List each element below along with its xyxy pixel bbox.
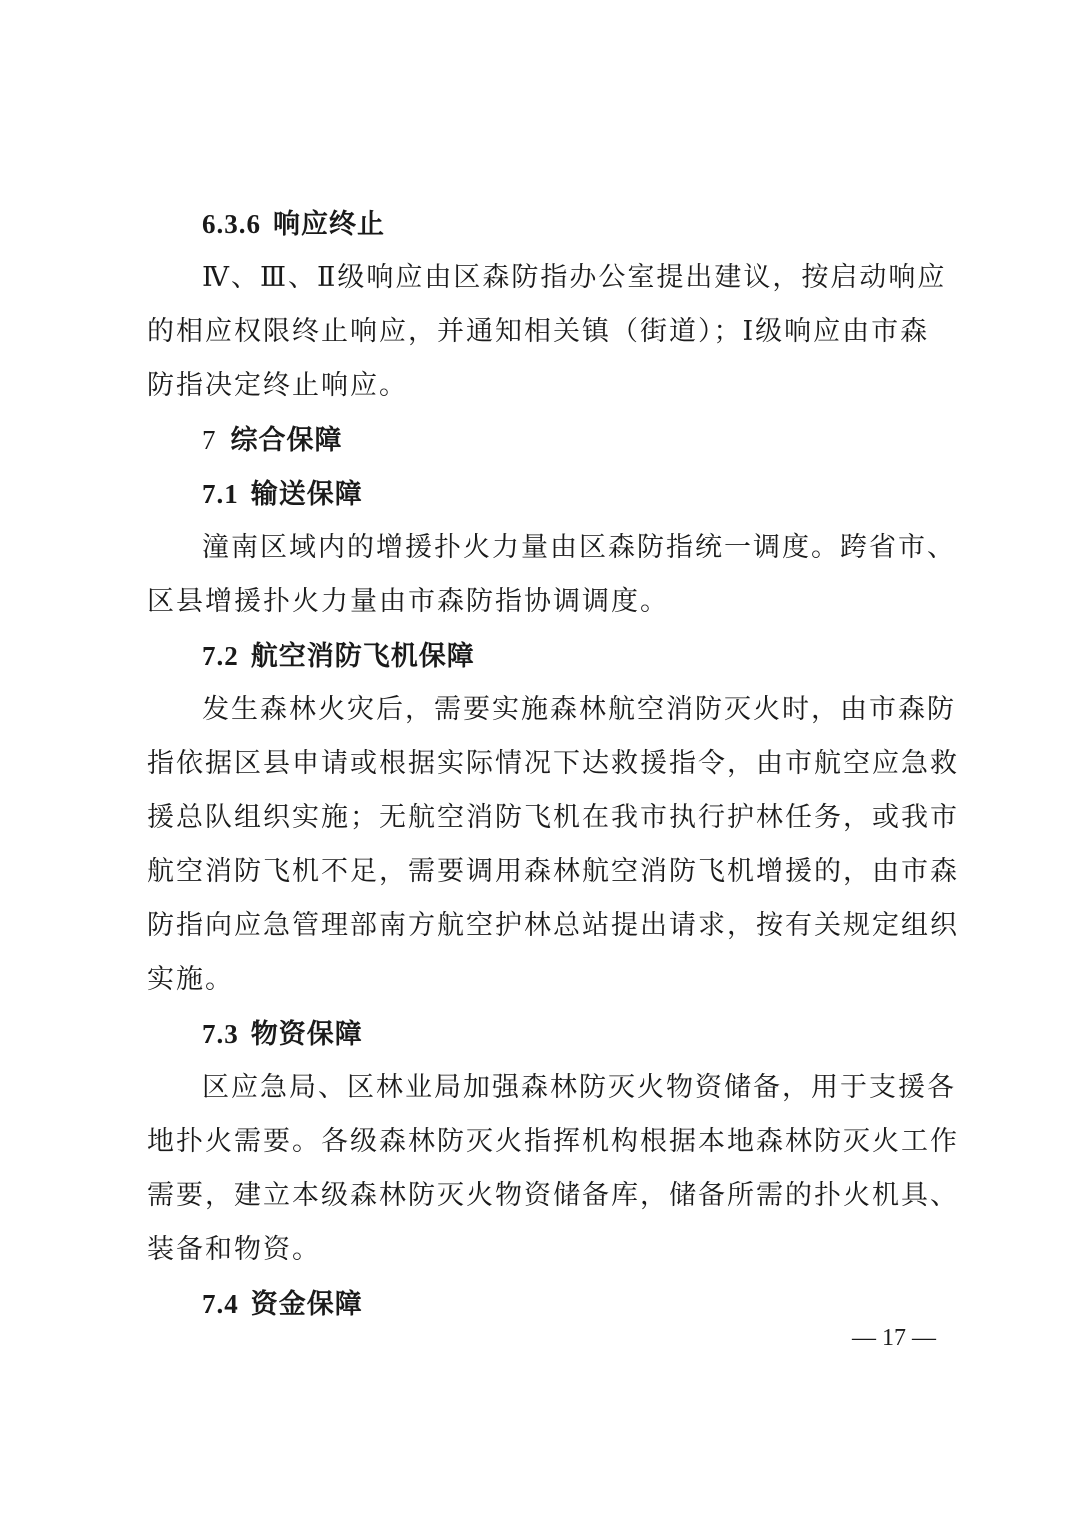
paragraph-line: 装备和物资。 xyxy=(147,1234,321,1265)
section-heading-7-2 xyxy=(202,636,475,677)
paragraph-line: 指依据区县申请或根据实际情况下达救援指令，由市航空应急救 xyxy=(147,748,959,779)
section-heading-7-1 xyxy=(202,474,363,515)
paragraph-line: 发生森林火灾后，需要实施森林航空消防灭火时，由市森防 xyxy=(202,694,956,725)
paragraph-line: 航空消防飞机不足，需要调用森林航空消防飞机增援的，由市森 xyxy=(147,856,959,887)
section-heading-6-3-6 xyxy=(202,204,385,245)
paragraph-line: 的相应权限终止响应，并通知相关镇（街道）；Ⅰ级响应由市森 xyxy=(147,316,930,347)
section-title: 综合保障 xyxy=(230,425,343,456)
section-number: 7.3 xyxy=(202,1019,239,1049)
paragraph-line: Ⅳ、Ⅲ、Ⅱ级响应由区森防指办公室提出建议，按启动响应 xyxy=(202,262,947,293)
section-title: 航空消防飞机保障 xyxy=(250,641,475,672)
paragraph-line: 实施。 xyxy=(147,964,234,995)
paragraph-line: 区应急局、区林业局加强森林防灭火物资储备，用于支援各 xyxy=(202,1072,956,1103)
paragraph-line: 区县增援扑火力量由市森防指协调调度。 xyxy=(147,586,669,617)
section-heading-7 xyxy=(202,420,343,461)
section-title: 输送保障 xyxy=(250,479,363,510)
section-title: 资金保障 xyxy=(250,1289,363,1320)
section-heading-7-4 xyxy=(202,1284,363,1325)
section-number: 7.4 xyxy=(202,1289,239,1319)
section-heading-7-3 xyxy=(202,1014,363,1055)
paragraph-line: 防指决定终止响应。 xyxy=(147,370,408,401)
section-title: 响应终止 xyxy=(273,209,385,240)
paragraph-line: 潼南区域内的增援扑火力量由区森防指统一调度。跨省市、 xyxy=(202,532,956,563)
paragraph-line: 援总队组织实施；无航空消防飞机在我市执行护林任务，或我市 xyxy=(147,802,959,833)
section-number: 7.1 xyxy=(202,479,239,509)
page-number: — 17 — xyxy=(852,1325,936,1351)
paragraph-line: 防指向应急管理部南方航空护林总站提出请求，按有关规定组织 xyxy=(147,910,959,941)
paragraph-line: 需要，建立本级森林防灭火物资储备库，储备所需的扑火机具、 xyxy=(147,1180,959,1211)
section-number: 6.3.6 xyxy=(202,209,261,239)
section-title: 物资保障 xyxy=(250,1019,363,1050)
section-number: 7 xyxy=(202,425,217,455)
section-number: 7.2 xyxy=(202,641,239,671)
paragraph-line: 地扑火需要。各级森林防灭火指挥机构根据本地森林防灭火工作 xyxy=(147,1126,959,1157)
